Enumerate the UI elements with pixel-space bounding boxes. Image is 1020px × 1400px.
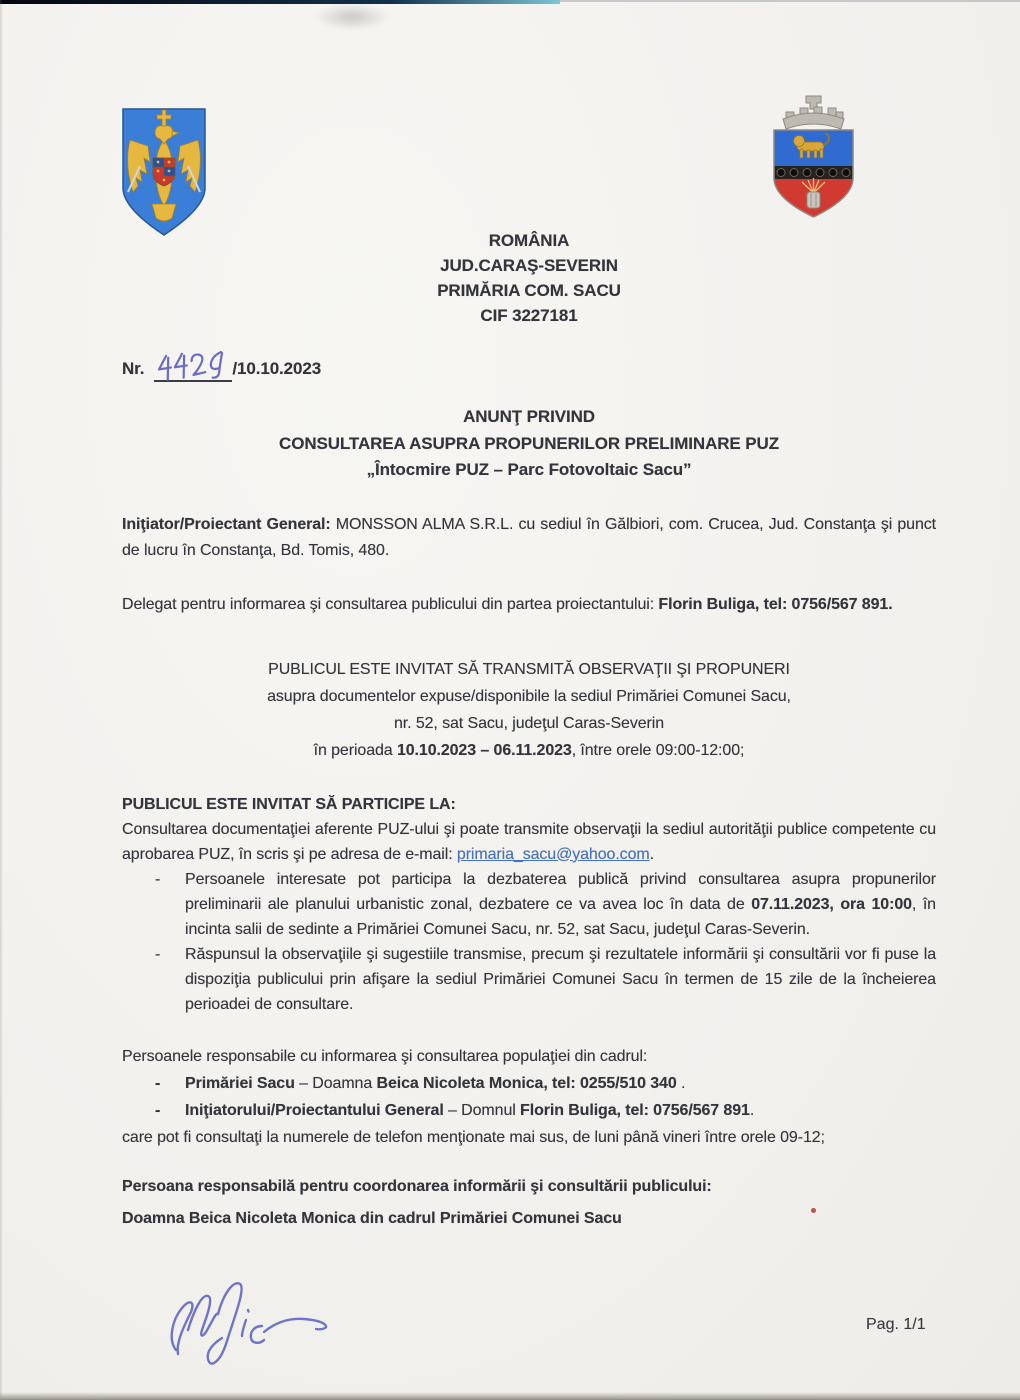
title-line-3: „Întocmire PUZ – Parc Fotovoltaic Sacu”	[366, 460, 692, 479]
invitation-period-line	[122, 737, 936, 764]
delegate-contact: Florin Buliga, tel: 0756/567 891.	[658, 595, 893, 613]
title-line-2: CONSULTAREA ASUPRA PROPUNERILOR PRELIMINARE PUZ	[279, 433, 779, 453]
responsible-mid: – Domnul	[443, 1101, 521, 1119]
bullet-seg: , în incinta salii de sedinte a Primăriei Comunei Sacu, nr. 52, sat Sacu, judeţul Caras-Severin.	[185, 895, 936, 938]
coordinator-line-1: Persoana responsabilă pentru coordonarea informării şi consultării publicului:	[122, 1177, 712, 1195]
invitation-heading: PUBLICUL ESTE INVITAT SĂ TRANSMITĂ OBSERVAŢII ŞI PROPUNERI	[268, 660, 790, 678]
bullet-date: 07.11.2023, ora 10:00	[751, 895, 912, 913]
responsible-mid: – Doamna	[294, 1074, 377, 1092]
bullet-seg: Persoanele interesate pot participa la dezbaterea publică privind consultarea asupra propunerilor preliminarii ale planului urbanistic zonal, dezbatere ce va avea loc în data de	[185, 870, 936, 913]
dash-marker: -	[155, 945, 161, 963]
responsible-section	[122, 1043, 936, 1151]
dash-marker: -	[155, 1101, 161, 1119]
dash-marker: -	[155, 1074, 161, 1092]
responsible-end: .	[749, 1101, 755, 1119]
letterhead	[122, 228, 936, 328]
period-suffix: , între orele 09:00-12:00;	[571, 741, 745, 759]
handwritten-registration-number	[154, 352, 232, 382]
invitation-line-1: asupra documentelor expuse/disponibile la sediul Primăriei Comunei Sacu,	[267, 687, 791, 705]
bullet-text	[185, 942, 936, 1017]
responsible-outro: care pot fi consultaţi la numerele de telefon menţionate mai sus, de luni până vineri între orele 09-12;	[122, 1128, 825, 1146]
bullet-seg: Răspunsul la observaţiile şi sugestiile transmise, precum şi rezultatele informării şi consultării vor fi puse la dispoziţia publicului prin afişare la sediul Primăriei Comunei Sacu în termen de 15 zile de la încheierea perioadei de consultare.	[185, 945, 936, 1013]
list-item	[122, 1097, 936, 1124]
registration-label: Nr.	[122, 359, 145, 378]
participation-heading: PUBLICUL ESTE INVITAT SĂ PARTICIPE LA:	[122, 795, 456, 813]
coordinator-section	[122, 1171, 936, 1235]
email-link: primaria_sacu@yahoo.com	[456, 845, 650, 863]
initiator-label: Iniţiator/Proiectant General:	[122, 515, 331, 533]
letterhead-cif: CIF 3227181	[480, 306, 578, 325]
delegate-text: Delegat pentru informarea şi consultarea publicului din partea proiectantului:	[122, 595, 659, 613]
responsible-entity: Iniţiatorului/Proiectantului General	[185, 1101, 444, 1119]
period-dates: 10.10.2023 – 06.11.2023	[396, 741, 572, 759]
participation-text: Consultarea documentaţiei aferente PUZ-ului şi poate transmite observaţii la sediul autorităţii publice competente cu aprobarea PUZ, în scris şi pe adresa de e-mail:	[122, 820, 936, 863]
signature-ink-icon	[162, 1268, 337, 1370]
letterhead-country: ROMÂNIA	[488, 231, 570, 250]
responsible-contact: Florin Buliga, tel: 0756/567 891	[520, 1101, 750, 1119]
participation-period: .	[649, 845, 654, 863]
responsible-person	[185, 1097, 936, 1124]
page-number: Pag. 1/1	[866, 1316, 926, 1333]
initiator-text: MONSSON ALMA S.R.L. cu sediul în Gălbiori, com. Crucea, Jud. Constanţa şi punct de lucru în Constanţa, Bd. Tomis, 480.	[122, 515, 936, 559]
handwritten-digits-icon	[156, 351, 230, 385]
letterhead-institution: PRIMĂRIA COM. SACU	[437, 281, 621, 300]
responsible-intro: Persoanele responsabile cu informarea şi consultarea populaţiei din cadrul:	[122, 1047, 648, 1065]
list-item	[122, 942, 936, 1017]
title-line-1: ANUNŢ PRIVIND	[463, 407, 595, 426]
responsible-end: .	[676, 1074, 686, 1092]
responsible-contact: Beica Nicoleta Monica, tel: 0255/510 340	[376, 1074, 677, 1092]
initiator-paragraph	[122, 512, 936, 564]
bullet-text	[185, 867, 936, 942]
period-prefix: în perioada	[313, 741, 397, 759]
invitation-block	[122, 656, 936, 764]
registration-line	[122, 352, 936, 382]
responsible-list	[122, 1070, 936, 1124]
scan-edge-bottom	[0, 1392, 1020, 1400]
dash-marker: -	[155, 870, 161, 888]
registration-date: /10.10.2023	[232, 359, 322, 378]
letterhead-county: JUD.CARAŞ-SEVERIN	[440, 256, 618, 275]
responsible-entity: Primăriei Sacu	[185, 1074, 295, 1092]
list-item	[122, 1070, 936, 1097]
invitation-line-2: nr. 52, sat Sacu, judeţul Caras-Severin	[393, 714, 665, 732]
handwritten-signature	[162, 1268, 337, 1375]
delegate-paragraph	[122, 592, 936, 618]
participation-list	[122, 867, 936, 1017]
document-body	[122, 0, 936, 1235]
responsible-person	[185, 1070, 936, 1097]
participation-paragraph	[122, 817, 936, 867]
list-item	[122, 867, 936, 942]
coordinator-line-2: Doamna Beica Nicoleta Monica din cadrul Primăriei Comunei Sacu	[122, 1209, 622, 1227]
announcement-title	[122, 404, 936, 484]
participation-section	[122, 792, 936, 1017]
scan-edge-left	[0, 0, 3, 1400]
